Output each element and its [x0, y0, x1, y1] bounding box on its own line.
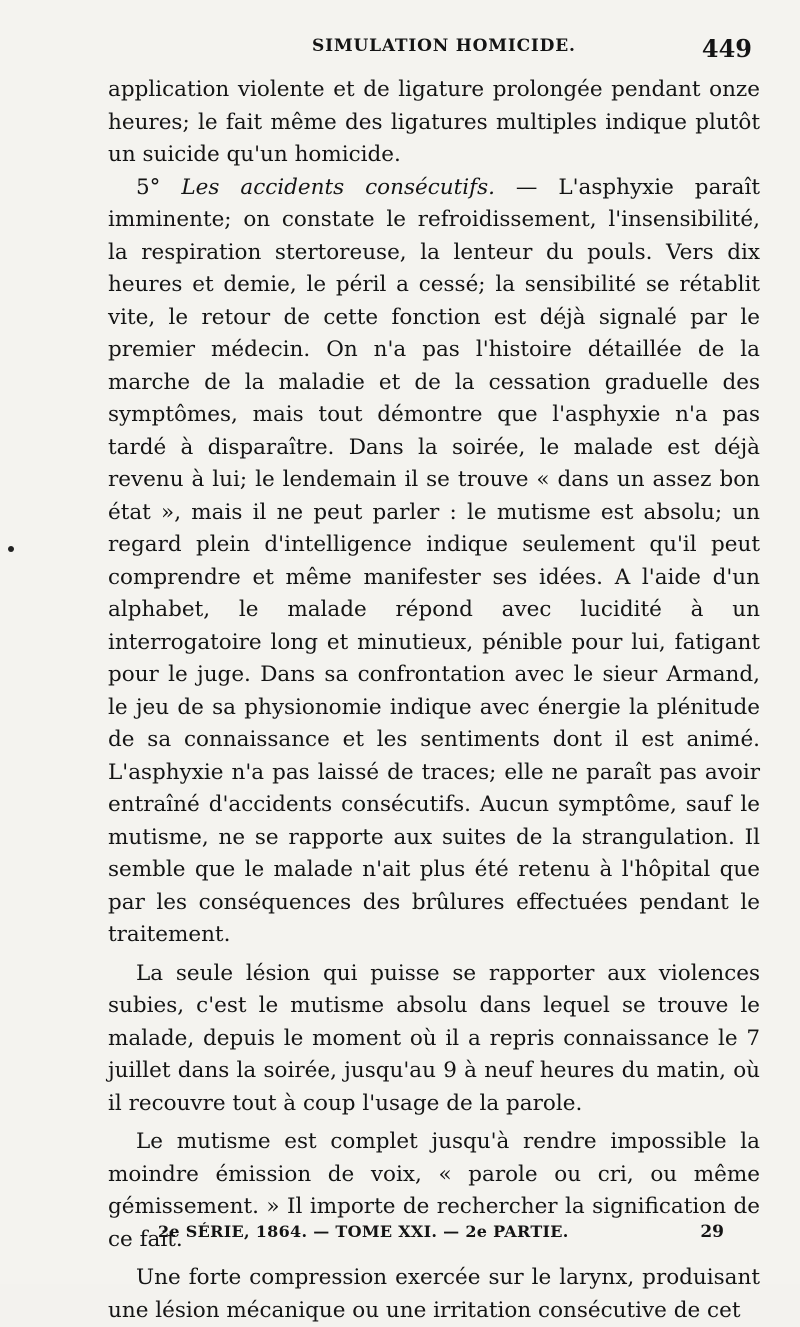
- paragraph-5-text: Une forte compression exercée sur le larynx, produisant une lésion mécanique ou une irritation consécutive de cet: [108, 1265, 760, 1323]
- paragraph-3-text: La seule lésion qui puisse se rapporter aux violences subies, c'est le mutisme absolu dans lequel se trouve le malade, depuis le moment où il a repris connaissance le 7 juillet dans la soirée, jusqu'au 9 à neuf heures du matin, où il recouvre tout à coup l'usage de la parole.: [108, 960, 760, 1116]
- body-text: [108, 74, 760, 1327]
- paragraph-3: [108, 958, 760, 1121]
- page-footer: [0, 1222, 800, 1254]
- page-number: 449: [701, 34, 752, 63]
- paragraph-1-text: application violente et de ligature prolongée pendant onze heures; le fait même des ligatures multiples indique plutôt un suicide qu'un homicide.: [108, 77, 760, 167]
- paragraph-2-lead: 5°: [136, 174, 182, 200]
- signature-number: 29: [700, 1222, 724, 1242]
- paragraph-1: [108, 74, 760, 172]
- paragraph-2-text: — L'asphyxie paraît imminente; on constate le refroidissement, l'insensibilité, la respiration stertoreuse, la lenteur du pouls. Vers dix heures et demie, le péril a cessé; la sensibilité se rétablit vite, le retour de cette fonction est déjà signalé par le premier médecin. On n'a pas l'histoire détaillée de la marche de la maladie et de la cessation graduelle des symptômes, mais tout démontre que l'asphyxie n'a pas tardé à disparaître. Dans la soirée, le malade est déjà revenu à lui; le lendemain il se trouve « dans un assez bon état », mais il ne peut parler : le mutisme est absolu; un regard plein d'intelligence indique seulement qu'il peut comprendre et même manifester ses idées. A l'aide d'un alphabet, le malade répond avec lucidité à un interrogatoire long et minutieux, pénible pour lui, fatigant pour le juge. Dans sa confrontation avec le sieur Armand, le jeu de sa physionomie indique avec énergie la plénitude de sa connaissance et les sentiments dont il est animé. L'asphyxie n'a pas laissé de traces; elle ne paraît pas avoir entraîné d'accidents consécutifs. Aucun symptôme, sauf le mutisme, ne se rapporte aux suites de la strangulation. Il semble que le malade n'ait plus été retenu à l'hôpital que par les conséquences des brûlures effectuées pendant le traitement.: [108, 174, 761, 947]
- paragraph-2: [108, 172, 760, 952]
- signature-line: 2e SÉRIE, 1864. — TOME XXI. — 2e PARTIE.: [158, 1222, 569, 1241]
- paragraph-5: [108, 1262, 760, 1327]
- section-heading-italic: Les accidents consécutifs.: [181, 174, 495, 200]
- paragraph-4-text: Le mutisme est complet jusqu'à rendre impossible la moindre émission de voix, « parole ou cri, ou même gémissement. » Il importe de rechercher la signification de ce fait.: [108, 1129, 760, 1252]
- page-header: [0, 34, 800, 70]
- margin-dot-mark: [8, 546, 14, 552]
- running-head: SIMULATION HOMICIDE.: [312, 36, 576, 56]
